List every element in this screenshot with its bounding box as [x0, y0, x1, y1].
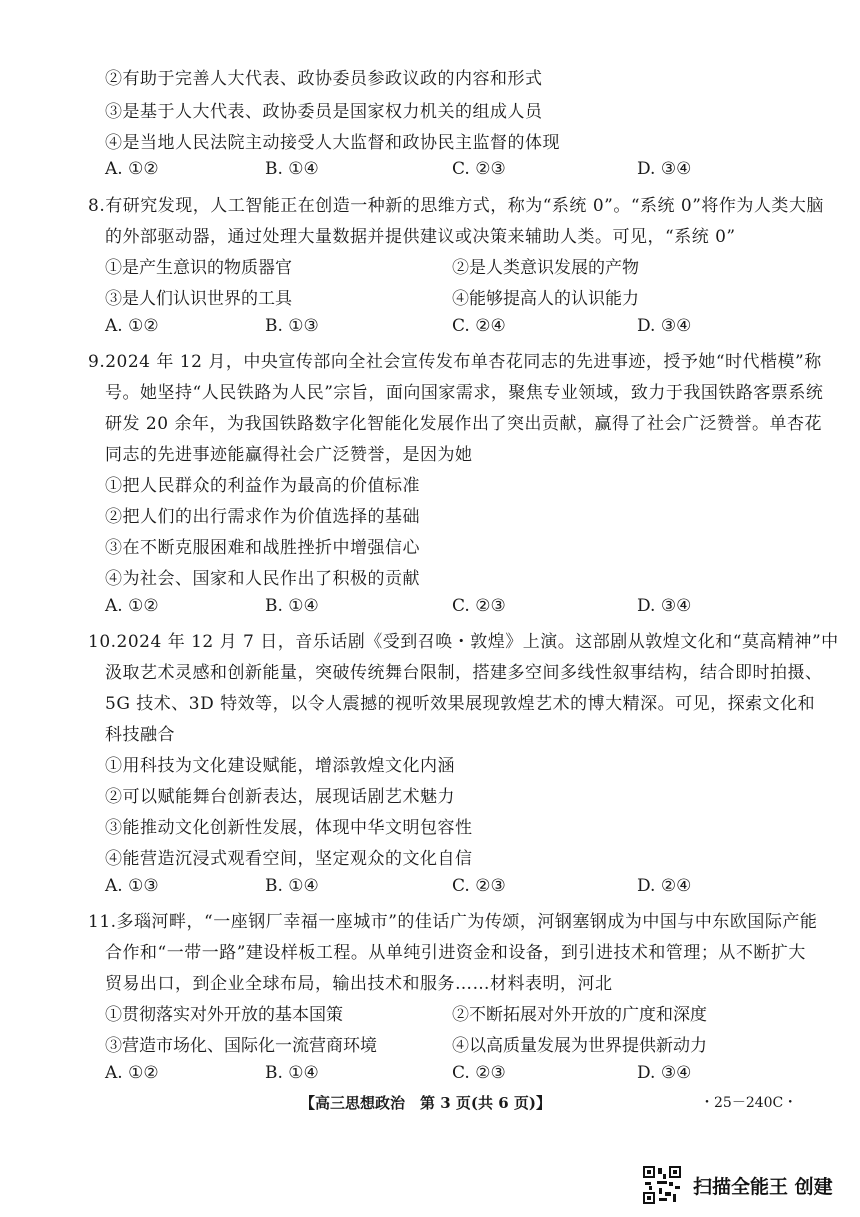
- choice-d[interactable]: D. ②④: [637, 876, 692, 896]
- choice-c[interactable]: C. ②③: [452, 596, 506, 616]
- choice-a[interactable]: A. ①③: [105, 876, 159, 896]
- option-line: ③能推动文化创新性发展，体现中华文明包容性: [105, 818, 473, 838]
- choice-b[interactable]: B. ①④: [265, 1063, 319, 1083]
- page-footer: 【高三思想政治 第 3 页(共 6 页)】: [300, 1094, 551, 1112]
- choice-a[interactable]: A. ①②: [105, 1063, 159, 1083]
- question-8-stem-cont: 的外部驱动器，通过处理大量数据并提供建议或决策来辅助人类。可见，“系统 0”: [105, 227, 736, 247]
- option-line: ②把人们的出行需求作为价值选择的基础: [105, 507, 420, 527]
- answer-choices-q10: [105, 876, 745, 900]
- choice-d[interactable]: D. ③④: [637, 159, 692, 179]
- choice-b[interactable]: B. ①③: [265, 316, 319, 336]
- question-10-stem-cont: 科技融合: [105, 725, 175, 745]
- option-3: ③是人们认识世界的工具: [105, 289, 292, 309]
- choice-b[interactable]: B. ①④: [265, 876, 319, 896]
- answer-choices-q7: [105, 159, 745, 183]
- option-1: ①是产生意识的物质器官: [105, 258, 292, 278]
- option-line: ①把人民群众的利益作为最高的价值标准: [105, 476, 420, 496]
- answer-choices-q9: [105, 596, 745, 620]
- question-9-stem-cont: 同志的先进事迹能赢得社会广泛赞誉，是因为她: [105, 445, 473, 465]
- choice-c[interactable]: C. ②③: [452, 159, 506, 179]
- question-11-stem-cont: 合作和“一带一路”建设样板工程。从单纯引进资金和设备，到引进技术和管理；从不断扩大: [105, 943, 806, 963]
- question-9-stem-cont: 号。她坚持“人民铁路为人民”宗旨，面向国家需求，聚焦专业领域，致力于我国铁路客票系统: [105, 383, 824, 403]
- option-2: ②不断拓展对外开放的广度和深度: [452, 1005, 707, 1025]
- option-row: [105, 1031, 745, 1055]
- option-3: ③营造市场化、国际化一流营商环境: [105, 1036, 377, 1056]
- answer-choices-q11: [105, 1063, 745, 1087]
- option-line: ④是当地人民法院主动接受人大监督和政协民主监督的体现: [105, 133, 560, 153]
- choice-b[interactable]: B. ①④: [265, 159, 319, 179]
- option-line: ④能营造沉浸式观看空间，坚定观众的文化自信: [105, 849, 473, 869]
- scanner-watermark: [643, 1164, 833, 1206]
- choice-a[interactable]: A. ①②: [105, 316, 159, 336]
- choice-c[interactable]: C. ②③: [452, 876, 506, 896]
- option-line: ③在不断克服困难和战胜挫折中增强信心: [105, 538, 420, 558]
- question-11-stem-cont: 贸易出口，到企业全球布局，输出技术和服务……材料表明，河北: [105, 974, 613, 994]
- watermark-text: 扫描全能王 创建: [693, 1175, 833, 1198]
- option-line: ①用科技为文化建设赋能，增添敦煌文化内涵: [105, 756, 455, 776]
- question-8-stem: 8.有研究发现，人工智能正在创造一种新的思维方式，称为“系统 0”。“系统 0”将作为人类大脑: [88, 196, 824, 216]
- exam-code: ・25－240C・: [700, 1095, 798, 1111]
- option-4: ④能够提高人的认识能力: [452, 289, 639, 309]
- option-line: ③是基于人大代表、政协委员是国家权力机关的组成人员: [105, 102, 543, 122]
- option-row: [105, 253, 745, 277]
- option-row: [105, 1000, 745, 1024]
- choice-d[interactable]: D. ③④: [637, 596, 692, 616]
- question-9-stem-cont: 研发 20 余年，为我国铁路数字化智能化发展作出了突出贡献，赢得了社会广泛赞誉。单杏花: [105, 414, 822, 434]
- option-2: ②是人类意识发展的产物: [452, 258, 639, 278]
- answer-choices-q8: [105, 316, 745, 340]
- option-line: ④为社会、国家和人民作出了积极的贡献: [105, 569, 420, 589]
- question-10-stem-cont: 汲取艺术灵感和创新能量，突破传统舞台限制，搭建多空间多线性叙事结构，结合即时拍摄、: [105, 663, 823, 683]
- choice-d[interactable]: D. ③④: [637, 316, 692, 336]
- choice-a[interactable]: A. ①②: [105, 159, 159, 179]
- option-row: [105, 284, 745, 308]
- qr-code-icon: [643, 1166, 681, 1204]
- question-10-stem-cont: 5G 技术、3D 特效等，以令人震撼的视听效果展现敦煌艺术的博大精深。可见，探索文化和: [105, 694, 816, 714]
- choice-b[interactable]: B. ①④: [265, 596, 319, 616]
- option-line: ②有助于完善人大代表、政协委员参政议政的内容和形式: [105, 69, 543, 89]
- choice-c[interactable]: C. ②③: [452, 1063, 506, 1083]
- choice-d[interactable]: D. ③④: [637, 1063, 692, 1083]
- question-10-stem: 10.2024 年 12 月 7 日，音乐话剧《受到召唤・敦煌》上演。这部剧从敦煌文化和“莫高精神”中: [88, 632, 839, 652]
- option-line: ②可以赋能舞台创新表达，展现话剧艺术魅力: [105, 787, 455, 807]
- question-9-stem: 9.2024 年 12 月，中央宣传部向全社会宣传发布单杏花同志的先进事迹，授予她“时代楷模”称: [88, 352, 822, 372]
- choice-a[interactable]: A. ①②: [105, 596, 159, 616]
- option-4: ④以高质量发展为世界提供新动力: [452, 1036, 707, 1056]
- question-11-stem: 11.多瑙河畔，“一座钢厂幸福一座城市”的佳话广为传颂，河钢塞钢成为中国与中东欧国际产能: [88, 912, 818, 932]
- option-1: ①贯彻落实对外开放的基本国策: [105, 1005, 343, 1025]
- choice-c[interactable]: C. ②④: [452, 316, 506, 336]
